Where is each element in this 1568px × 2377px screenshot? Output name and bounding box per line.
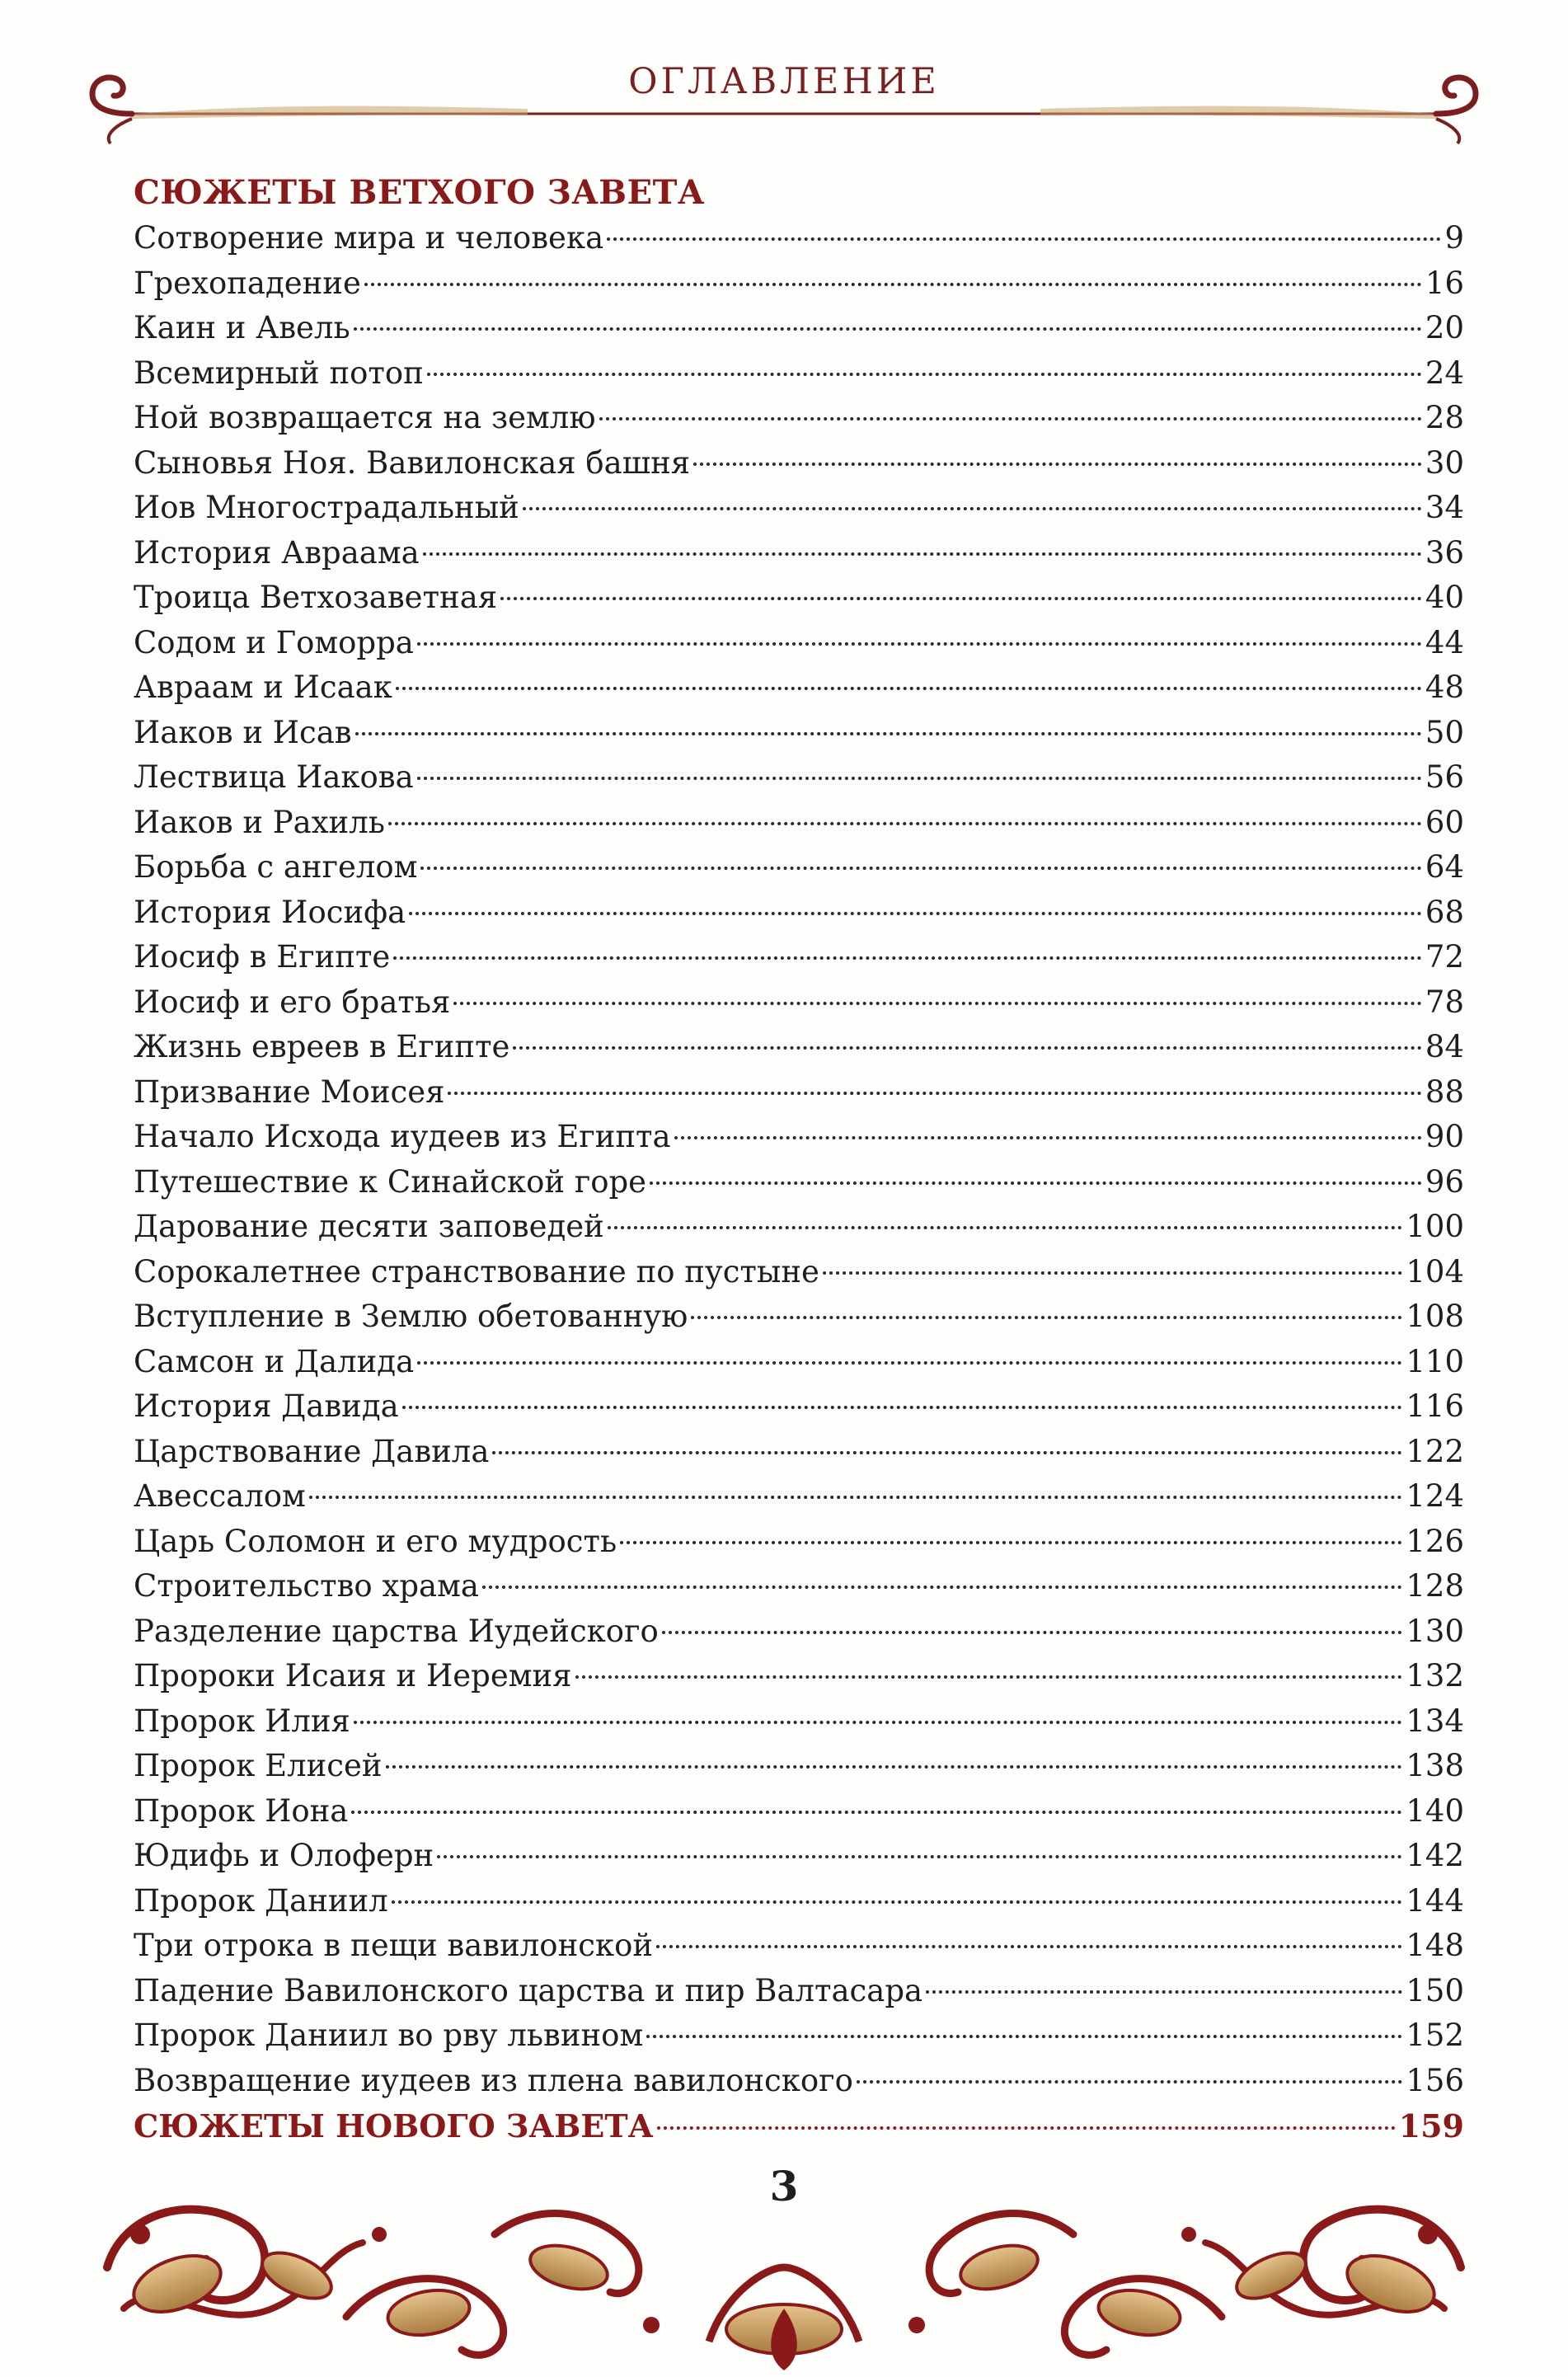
toc-entry-title: Троица Ветхозаветная	[134, 580, 498, 615]
toc-row[interactable]	[134, 1474, 1464, 1520]
toc-row[interactable]	[134, 845, 1464, 890]
toc-row[interactable]	[134, 890, 1464, 936]
dot-leader	[657, 2126, 1396, 2130]
toc-entry-page: 128	[1406, 1568, 1464, 1604]
toc-entry-page: 142	[1406, 1838, 1464, 1873]
toc-row[interactable]	[134, 1025, 1464, 1070]
dot-leader	[354, 327, 1422, 331]
toc-entry-title: Всемирный потоп	[134, 355, 424, 391]
toc-row[interactable]	[134, 1879, 1464, 1924]
toc-entry-page: 108	[1406, 1299, 1464, 1334]
toc-entry-page: 20	[1425, 310, 1464, 345]
toc-entry-title: Сотворение мира и человека	[134, 220, 604, 256]
toc-entry-page: 138	[1406, 1748, 1464, 1783]
dot-leader	[482, 1585, 1402, 1589]
toc-entry-page: 150	[1406, 1972, 1464, 2008]
dot-leader	[620, 1541, 1402, 1544]
toc-row[interactable]	[134, 2013, 1464, 2059]
toc-row[interactable]	[134, 216, 1464, 261]
dot-leader	[448, 1092, 1421, 1095]
toc-entry-page: 78	[1425, 984, 1464, 1020]
old-testament-heading: СЮЖЕТЫ ВЕТХОГО ЗАВЕТА	[134, 173, 705, 212]
dot-leader	[693, 463, 1422, 466]
dot-leader	[309, 1496, 1403, 1499]
dot-leader	[364, 283, 1422, 286]
toc-entry-title: Иов Многострадальный	[134, 490, 519, 525]
toc-entry-page: 68	[1425, 894, 1464, 930]
toc-entry-title: История Иосифа	[134, 894, 406, 930]
toc-row[interactable]	[134, 1609, 1464, 1655]
toc-entry-title: Ной возвращается на землю	[134, 400, 596, 435]
toc-entry-title: Содом и Гоморра	[134, 624, 414, 660]
dot-leader	[388, 822, 1422, 825]
toc-entry-title: Путешествие к Синайской горе	[134, 1163, 647, 1200]
page-number: 3	[769, 2162, 799, 2210]
toc-row[interactable]	[134, 1250, 1464, 1295]
toc-entry-title: Пророк Елисей	[134, 1748, 383, 1783]
toc-entry-page: 126	[1406, 1523, 1464, 1559]
toc-entry-page: 110	[1406, 1343, 1464, 1379]
dot-leader	[857, 2080, 1403, 2083]
toc-entry-title: Царь Соломон и его мудрость	[134, 1523, 617, 1559]
dot-leader	[513, 1046, 1421, 1050]
toc-entry-page: 60	[1425, 804, 1464, 840]
toc-row[interactable]	[134, 1520, 1464, 1565]
toc-entry-title: История Давида	[134, 1388, 399, 1424]
dot-leader	[355, 732, 1422, 735]
toc-row[interactable]	[134, 711, 1464, 756]
toc-entry-page: 50	[1425, 714, 1464, 750]
dot-leader	[354, 1721, 1403, 1724]
toc-row[interactable]	[134, 531, 1464, 576]
dot-leader	[427, 373, 1422, 376]
toc-row[interactable]	[134, 801, 1464, 846]
toc-row[interactable]	[134, 2059, 1464, 2104]
toc-entry-page: 152	[1406, 2018, 1464, 2053]
toc-row[interactable]	[134, 1654, 1464, 1699]
toc-entry-page: 40	[1425, 580, 1464, 615]
toc-entry-title: Падение Вавилонского царства и пир Валтасара	[134, 1972, 923, 2008]
toc-entry-page: 148	[1406, 1928, 1464, 1963]
toc-entry-page: 159	[1398, 2107, 1464, 2144]
toc-entry-page: 122	[1406, 1433, 1464, 1469]
toc-entry-page: 130	[1406, 1613, 1464, 1649]
dot-leader	[392, 1900, 1403, 1904]
toc-row[interactable]	[134, 621, 1464, 666]
toc-row[interactable]	[134, 1969, 1464, 2014]
toc-row[interactable]	[134, 1699, 1464, 1745]
dot-leader	[599, 417, 1422, 420]
toc-entry-title: Иосиф и его братья	[134, 984, 451, 1020]
dot-leader	[453, 1002, 1422, 1005]
toc-entry-page: 140	[1406, 1792, 1464, 1829]
dot-leader	[926, 1990, 1402, 1994]
dot-leader	[646, 2035, 1402, 2038]
toc-entry-page: 48	[1425, 669, 1464, 705]
dot-leader	[420, 867, 1421, 870]
toc-row[interactable]	[134, 1294, 1464, 1340]
toc-entry-title: Иаков и Исав	[134, 714, 352, 750]
toc-entry-title: Царствование Давила	[134, 1433, 490, 1469]
toc-entry-page: 104	[1406, 1253, 1464, 1289]
toc-row[interactable]	[134, 575, 1464, 621]
page-header	[0, 33, 1568, 148]
dot-leader	[351, 1811, 1402, 1814]
toc-row[interactable]	[134, 1160, 1464, 1205]
toc-row[interactable]	[134, 1789, 1464, 1834]
toc-entry-page: 156	[1406, 2062, 1464, 2098]
dot-leader	[417, 777, 1422, 780]
toc-entries	[134, 216, 1464, 2103]
toc-row[interactable]	[134, 1834, 1464, 1879]
dot-leader	[500, 597, 1422, 600]
dot-leader	[575, 1675, 1403, 1679]
toc-entry-page: 96	[1425, 1163, 1464, 1200]
toc-row[interactable]	[134, 755, 1464, 801]
toc-row[interactable]	[134, 486, 1464, 531]
toc-entry-title: Юдифь и Олоферн	[134, 1838, 434, 1873]
toc-row[interactable]	[134, 980, 1464, 1026]
toc-entry-page: 9	[1444, 220, 1464, 256]
dot-leader	[823, 1271, 1402, 1275]
toc-entry-title: Каин и Авель	[134, 310, 350, 345]
table-of-contents	[134, 169, 1464, 2149]
toc-row[interactable]	[134, 665, 1464, 711]
dot-leader	[393, 956, 1422, 960]
dot-leader	[386, 1765, 1403, 1769]
toc-entry-page: 64	[1425, 849, 1464, 885]
toc-entry-title: Пророк Даниил	[134, 1882, 388, 1919]
dot-leader	[492, 1451, 1402, 1454]
toc-entry-page: 144	[1406, 1882, 1464, 1919]
toc-entry-page: 100	[1406, 1209, 1464, 1244]
dot-leader	[608, 1226, 1403, 1229]
dot-leader	[662, 1631, 1403, 1634]
toc-entry-title: Пророки Исаия и Иеремия	[134, 1658, 572, 1693]
toc-entry-title: Разделение царства Иудейского	[134, 1613, 659, 1649]
toc-entry-page: 34	[1425, 490, 1464, 525]
toc-entry-page: 28	[1425, 400, 1464, 435]
toc-entry-title: Иосиф в Египте	[134, 939, 391, 975]
toc-row[interactable]	[134, 1205, 1464, 1250]
toc-entry-title: Дарование десяти заповедей	[134, 1209, 604, 1244]
toc-entry-title: Возвращение иудеев из плена вавилонского	[134, 2062, 853, 2098]
toc-entry-title: Жизнь евреев в Египте	[134, 1029, 510, 1064]
toc-entry-title: Лествица Иакова	[134, 759, 414, 795]
toc-row[interactable]	[134, 1115, 1464, 1160]
toc-entry-page: 90	[1425, 1119, 1464, 1154]
toc-row[interactable]	[134, 351, 1464, 397]
toc-row[interactable]	[134, 1340, 1464, 1385]
toc-row[interactable]	[134, 396, 1464, 441]
toc-entry-page: 24	[1425, 355, 1464, 391]
dot-leader	[523, 507, 1422, 510]
toc-entry-title: Иаков и Рахиль	[134, 804, 385, 840]
toc-row[interactable]	[134, 441, 1464, 486]
toc-row[interactable]	[134, 1070, 1464, 1116]
dot-leader	[396, 687, 1422, 690]
toc-entry-title: Строительство храма	[134, 1568, 479, 1604]
toc-row[interactable]	[134, 1924, 1464, 1969]
toc-row[interactable]	[134, 1384, 1464, 1430]
dot-leader	[691, 1316, 1402, 1319]
toc-entry-title: Призвание Моисея	[134, 1073, 445, 1110]
toc-entry-page: 44	[1425, 624, 1464, 660]
dot-leader	[423, 552, 1422, 556]
toc-entry-title: СЮЖЕТЫ НОВОГО ЗАВЕТА	[134, 2107, 654, 2144]
dot-leader	[674, 1136, 1422, 1139]
toc-entry-page: 116	[1406, 1388, 1464, 1424]
toc-entry-page: 36	[1425, 534, 1464, 571]
toc-entry-page: 56	[1425, 759, 1464, 795]
toc-row[interactable]	[134, 261, 1464, 307]
toc-row[interactable]	[134, 1564, 1464, 1609]
toc-entry-title: Авессалом	[134, 1478, 306, 1514]
toc-entry-title: Начало Исхода иудеев из Египта	[134, 1119, 671, 1154]
dot-leader	[417, 1361, 1402, 1365]
toc-entry-page: 30	[1425, 444, 1464, 481]
toc-entry-title: Вступление в Землю обетованную	[134, 1299, 688, 1334]
page-title: ОГЛАВЛЕНИЕ	[628, 61, 940, 102]
toc-entry-title: Пророк Даниил во рву львином	[134, 2018, 644, 2053]
toc-entry-title: Три отрока в пещи вавилонской	[134, 1928, 654, 1963]
toc-entry-page: 72	[1425, 939, 1464, 975]
toc-entry-title: Борьба с ангелом	[134, 849, 418, 885]
toc-entry-title: Сорокалетнее странствование по пустыне	[134, 1253, 819, 1289]
dot-leader	[417, 642, 1422, 646]
toc-entry-title: Самсон и Далида	[134, 1343, 415, 1379]
toc-row-new-testament[interactable]	[134, 2103, 1464, 2149]
toc-entry-page: 132	[1406, 1658, 1464, 1693]
toc-entry-page: 84	[1425, 1029, 1464, 1064]
toc-entry-title: Авраам и Исаак	[134, 669, 392, 705]
dot-leader	[409, 912, 1422, 915]
toc-entry-page: 124	[1406, 1478, 1464, 1514]
toc-entry-title: История Авраама	[134, 534, 420, 571]
toc-row[interactable]	[134, 935, 1464, 980]
dot-leader	[437, 1855, 1402, 1858]
toc-row[interactable]	[134, 1430, 1464, 1475]
toc-row[interactable]	[134, 306, 1464, 351]
toc-entry-title: Пророк Илия	[134, 1703, 350, 1739]
toc-entry-title: Сыновья Ноя. Вавилонская башня	[134, 444, 691, 481]
dot-leader	[656, 1945, 1402, 1948]
toc-entry-page: 16	[1425, 265, 1464, 301]
toc-entry-page: 134	[1406, 1703, 1464, 1739]
dot-leader	[607, 237, 1441, 241]
toc-entry-title: Грехопадение	[134, 265, 361, 301]
dot-leader	[402, 1406, 1403, 1409]
dot-leader	[650, 1181, 1422, 1185]
toc-entry-page: 88	[1425, 1073, 1464, 1110]
toc-row[interactable]	[134, 1744, 1464, 1789]
toc-entry-title: Пророк Иона	[134, 1792, 349, 1829]
